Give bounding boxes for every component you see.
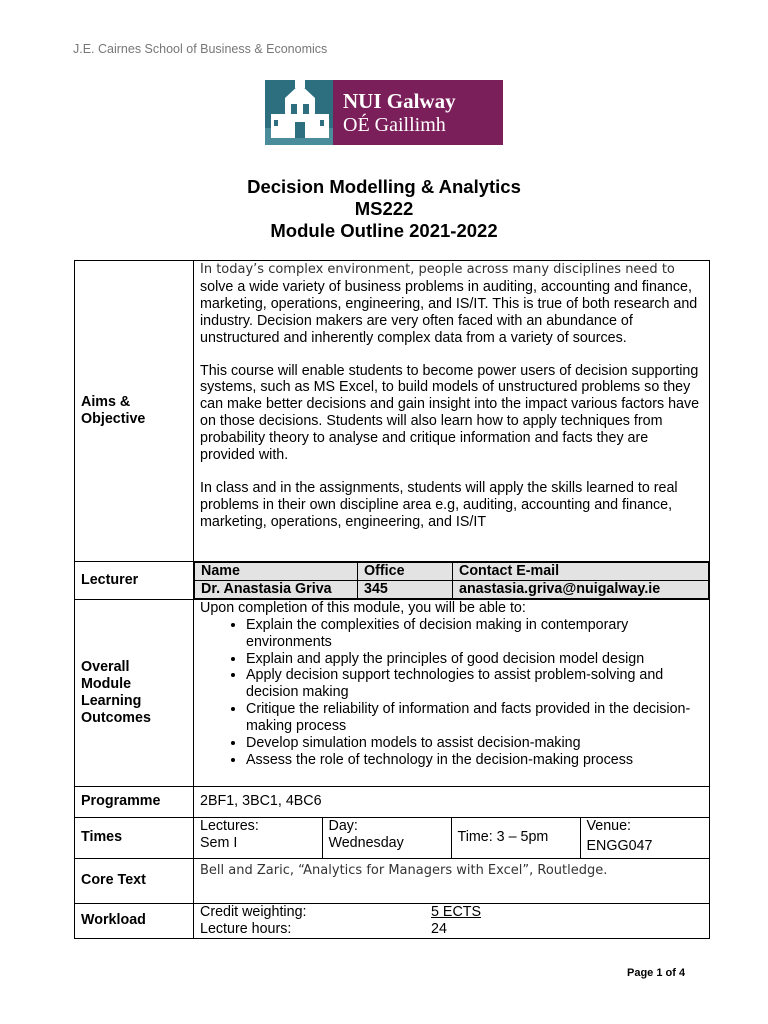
- page-number: Page 1 of 4: [627, 967, 686, 979]
- credit-value: 5 ECTS: [431, 903, 482, 920]
- aims-first-line: In today’s complex environment, people across many disciplines need to: [200, 262, 675, 277]
- lecturer-data-row: [195, 580, 709, 598]
- times-row: [75, 817, 710, 858]
- credit-label: Credit weighting:: [200, 903, 307, 920]
- lecturer-row: [75, 562, 710, 600]
- outcomes-label: [75, 599, 194, 786]
- workload-label: Workload: [75, 903, 194, 938]
- aims-label: [75, 261, 194, 562]
- outcomes-label-line: Overall: [81, 659, 130, 675]
- module-outline-table: [74, 260, 710, 939]
- list-item: • Explain the complexities of decision making in contemporary environments: [246, 617, 705, 651]
- list-item: • Critique the reliability of information and facts provided in the decision-making process: [246, 701, 705, 735]
- list-item: • Develop simulation models to assist decision-making: [246, 735, 705, 752]
- programme-value: 2BF1, 3BC1, 4BC6: [194, 786, 710, 817]
- outline-year: Module Outline 2021-2022: [270, 220, 498, 241]
- aims-paragraph-3: In class and in the assignments, students will apply the skills learned to real problems in their own discipline area e.g, auditing, accounting and finance, marketing, operations, engineering, and IS/IT: [200, 479, 678, 530]
- hours-value: 24: [431, 920, 447, 937]
- times-venue: [580, 818, 709, 858]
- logo-line-1: NUI Galway: [343, 88, 456, 113]
- lecturer-table: [194, 562, 709, 599]
- lecturer-email: anastasia.griva@nuigalway.ie: [453, 580, 709, 598]
- aims-label-line: Objective: [81, 411, 146, 427]
- outcomes-row: [75, 599, 710, 786]
- lecturer-label: Lecturer: [75, 562, 194, 600]
- workload-content: [194, 903, 710, 938]
- programme-row: [75, 786, 710, 817]
- workload-table: [194, 904, 709, 938]
- times-lectures-label: Lectures:: [200, 817, 259, 834]
- times-time: Time: 3 – 5pm: [451, 818, 580, 858]
- school-header: J.E. Cairnes School of Business & Economics: [73, 42, 328, 56]
- workload-row: [75, 903, 710, 938]
- lecturer-header-name: Name: [195, 563, 358, 581]
- aims-paragraph-1: [200, 261, 705, 347]
- aims-paragraph-2: This course will enable students to become power users of decision supporting systems, such as MS Excel, to build models of unstructured problems so they can make better decisions and gain insight into the impact various factors have on those decisions. Students will also learn how to apply techniques from probability theory to analyse and critique information and facts they are provided with.: [200, 362, 700, 464]
- hours-label: Lecture hours:: [200, 920, 292, 937]
- times-venue-value: ENGG047: [586, 837, 653, 854]
- list-item: • Explain and apply the principles of good decision model design: [246, 651, 705, 668]
- logo-wordmark: [333, 80, 503, 145]
- logo-line-2: OÉ Gaillimh: [343, 113, 446, 136]
- outcomes-label-line: Learning: [81, 692, 142, 709]
- lecturer-header-row: [195, 563, 709, 581]
- times-day-label: Day:: [328, 817, 358, 834]
- outcomes-label-line: Outcomes: [81, 709, 151, 726]
- aims-content: [194, 261, 710, 562]
- aims-p1-rest: solve a wide variety of business problems in auditing, accounting and finance, marketing, operations, engineering, and IS/IT. This is true of both research and industry. Decision makers are very often faced with an abundance of unstructured and inherently complex data from a variety of sources.: [200, 278, 698, 346]
- lecturer-office: 345: [358, 580, 453, 598]
- list-item: • Apply decision support technologies to assist problem-solving and decision making: [246, 667, 705, 701]
- programme-label: Programme: [75, 786, 194, 817]
- times-day: [322, 818, 451, 858]
- university-logo: [265, 80, 503, 145]
- list-item: • Assess the role of technology in the decision-making process: [246, 752, 705, 769]
- lecturer-content: [194, 562, 710, 600]
- aims-label-line: Aims &: [81, 394, 131, 411]
- times-content: [194, 817, 710, 858]
- times-label: Times: [75, 817, 194, 858]
- times-lectures-value: Sem I: [200, 834, 238, 851]
- times-lectures: [194, 818, 322, 858]
- outcomes-label-line: Module: [81, 675, 132, 692]
- lecturer-name: Dr. Anastasia Griva: [195, 580, 358, 598]
- core-text-label: Core Text: [75, 858, 194, 903]
- times-venue-label: Venue:: [586, 817, 632, 834]
- aims-row: [75, 261, 710, 562]
- outcomes-intro: Upon completion of this module, you will be able to:: [200, 599, 526, 616]
- times-table: [194, 818, 709, 858]
- university-emblem-icon: [265, 80, 333, 145]
- document-title: [0, 176, 768, 242]
- course-code: MS222: [354, 198, 414, 219]
- outcomes-list: [200, 617, 705, 769]
- times-day-value: Wednesday: [328, 834, 404, 851]
- core-text-value: Bell and Zaric, “Analytics for Managers with Excel”, Routledge.: [194, 858, 710, 903]
- core-text-row: [75, 858, 710, 903]
- outcomes-content: [194, 599, 710, 786]
- lecturer-header-email: Contact E-mail: [453, 563, 709, 581]
- lecturer-header-office: Office: [358, 563, 453, 581]
- course-title: Decision Modelling & Analytics: [247, 176, 521, 197]
